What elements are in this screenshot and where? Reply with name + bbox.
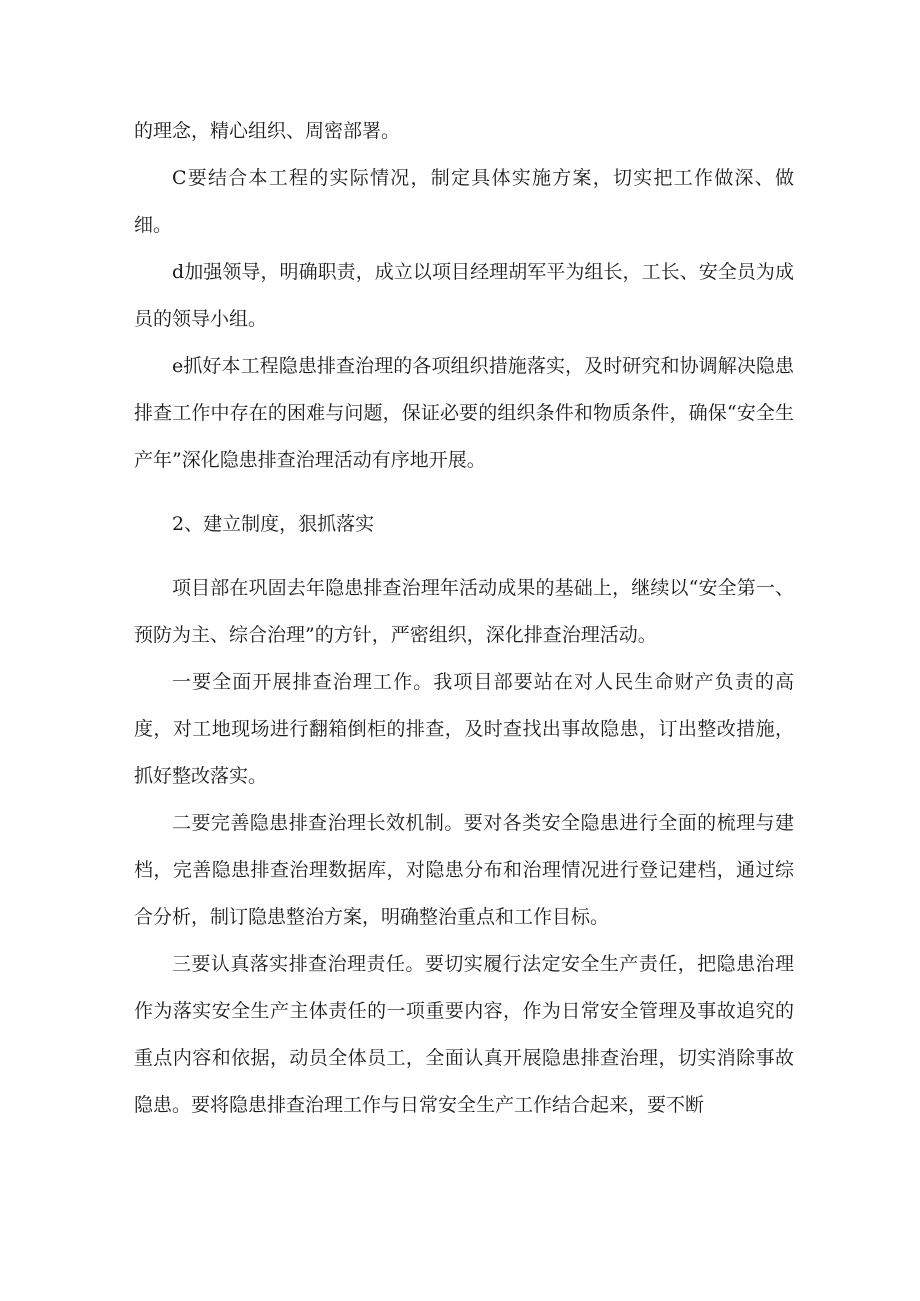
document-body	[134, 108, 794, 1129]
section-heading: 2、建立制度，狠抓落实	[172, 513, 375, 535]
paragraph-item-e: e抓好本工程隐患排查治理的各项组织措施落实，及时研究和协调解决隐患排查工作中存在的困难与问题，保证必要的组织条件和物质条件，确保“安全生产年”深化隐患排查治理活动有序地开展。	[134, 355, 794, 471]
paragraph-intro: 项目部在巩固去年隐患排查治理年活动成果的基础上，继续以“安全第一、预防为主、综合治理”的方针，严密组织，深化排查治理活动。	[134, 577, 794, 646]
paragraph-item-d: d加强领导，明确职责，成立以项目经理胡军平为组长，工长、安全员为成员的领导小组。	[134, 261, 794, 330]
paragraph-third-requirement: 三要认真落实排查治理责任。要切实履行法定安全生产责任，把隐患治理作为落实安全生产主体责任的一项重要内容，作为日常安全管理及事故追究的重点内容和依据，动员全体员工，全面认真开展隐患排查治理，切实消除事故隐患。要将隐患排查治理工作与日常安全生产工作结合起来，要不断	[134, 953, 794, 1116]
paragraph-first-requirement: 一要全面开展排查治理工作。我项目部要站在对人民生命财产负责的高度，对工地现场进行翻箱倒柜的排查，及时查找出事故隐患，订出整改措施，抓好整改落实。	[134, 671, 794, 787]
paragraph-item-c: C要结合本工程的实际情况，制定具体实施方案，切实把工作做深、做细。	[134, 167, 794, 236]
paragraph-continuation: 的理念，精心组织、周密部署。	[134, 120, 401, 142]
paragraph-second-requirement: 二要完善隐患排查治理长效机制。要对各类安全隐患进行全面的梳理与建档，完善隐患排查治理数据库，对隐患分布和治理情况进行登记建档，通过综合分析，制订隐患整治方案，明确整治重点和工作目标。	[134, 812, 794, 928]
